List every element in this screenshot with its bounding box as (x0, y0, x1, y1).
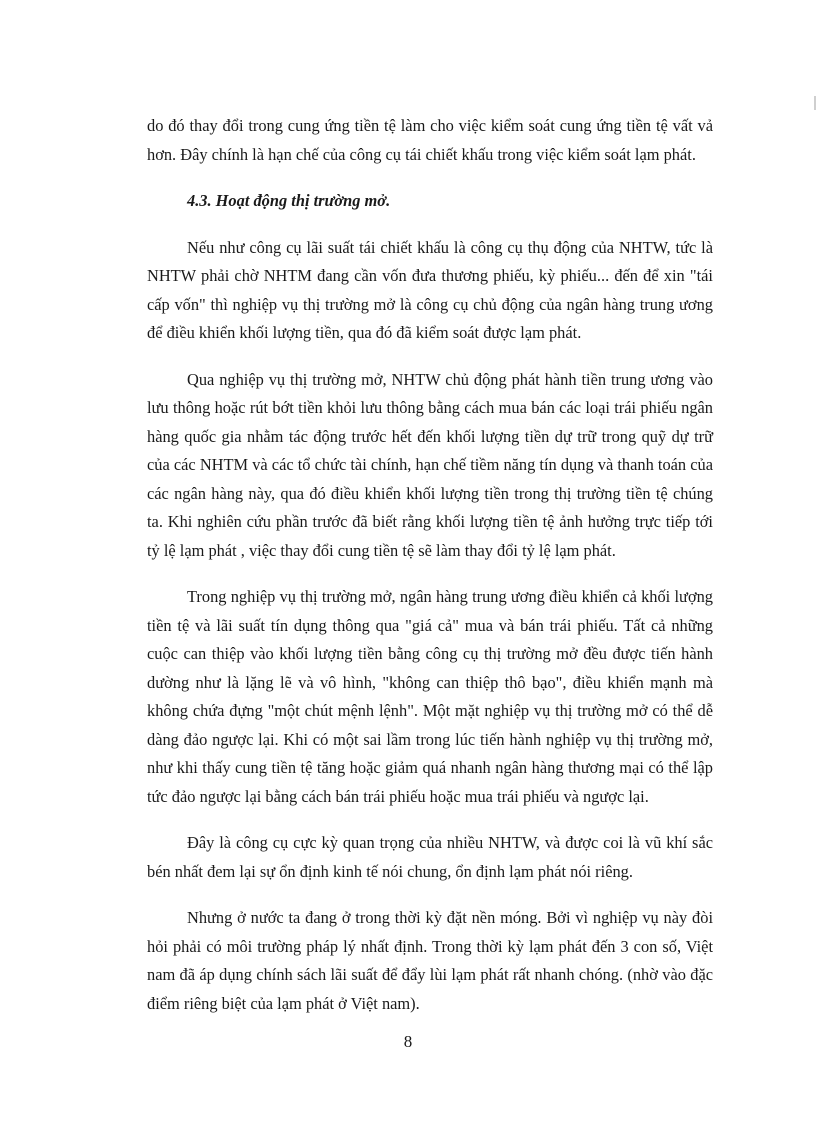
paragraph-4: Đây là công cụ cực kỳ quan trọng của nhiều NHTW, và được coi là vũ khí sắc bén nhất đem lại sự ổn định kinh tế nói chung, ổn định lạm phát nói riêng. (147, 833, 713, 881)
page-content (147, 112, 713, 1036)
paragraph-5: Nhưng ở nước ta đang ở trong thời kỳ đặt nền móng. Bởi vì nghiệp vụ này đòi hỏi phải có môi trường pháp lý nhất định. Trong thời kỳ lạm phát đến 3 con số, Việt nam đã áp dụng chính sách lãi suất để đẩy lùi lạm phát rất nhanh chóng. (nhờ vào đặc điểm riêng biệt của lạm phát ở Việt nam). (147, 908, 713, 1013)
section-heading: 4.3. Hoạt động thị trường mở. (187, 191, 391, 210)
paragraph-3: Trong nghiệp vụ thị trường mở, ngân hàng trung ương điều khiển cả khối lượng tiền tệ và lãi suất tín dụng thông qua "giá cả" mua và bán trái phiếu. Tất cả những cuộc can thiệp vào khối lượng tiền bằng công cụ thị trường mở đều được tiến hành dường như là lặng lẽ và vô hình, "không can thiệp thô bạo", điều khiển mạnh mà không chứa đựng "một chút mệnh lệnh". Một mặt nghiệp vụ thị trường mở có thể dễ dàng đảo ngược lại. Khi có một sai lầm trong lúc tiến hành nghiệp vụ thị trường mở, như khi thấy cung tiền tệ tăng hoặc giảm quá nhanh ngân hàng thương mại có thể lập tức đảo ngược lại bằng cách bán trái phiếu hoặc mua trái phiếu và ngược lại. (147, 587, 713, 806)
page-number: 8 (403, 1032, 413, 1051)
paragraph-intro: do đó thay đổi trong cung ứng tiền tệ làm cho việc kiểm soát cung ứng tiền tệ vất vả hơn. Đây chính là hạn chế của công cụ tái chiết khấu trong việc kiểm soát lạm phát. (147, 116, 713, 164)
paragraph-1: Nếu như công cụ lãi suất tái chiết khấu là công cụ thụ động của NHTW, tức là NHTW phải chờ NHTM đang cần vốn đưa thương phiếu, kỳ phiếu... đến để xin "tái cấp vốn" thì nghiệp vụ thị trường mở là công cụ chủ động của ngân hàng trung ương để điều khiển khối lượng tiền, qua đó đã kiểm soát được lạm phát. (147, 237, 713, 342)
paragraph-2: Qua nghiệp vụ thị trường mở, NHTW chủ động phát hành tiền trung ương vào lưu thông hoặc rút bớt tiền khỏi lưu thông bằng cách mua bán các loại trái phiếu ngân hàng quốc gia nhằm tác động trước hết đến khối lượng tiền dự trữ trong quỹ dự trữ của các NHTM và các tổ chức tài chính, hạn chế tiềm năng tín dụng và thanh toán của các ngân hàng này, qua đó điều khiển khối lượng tiền trong thị trường tiền tệ chúng ta. Khi nghiên cứu phần trước đã biết rằng khối lượng tiền tệ ảnh hưởng trực tiếp tới tỷ lệ lạm phát , việc thay đổi cung tiền tệ sẽ làm thay đổi tỷ lệ lạm phát. (147, 369, 713, 560)
